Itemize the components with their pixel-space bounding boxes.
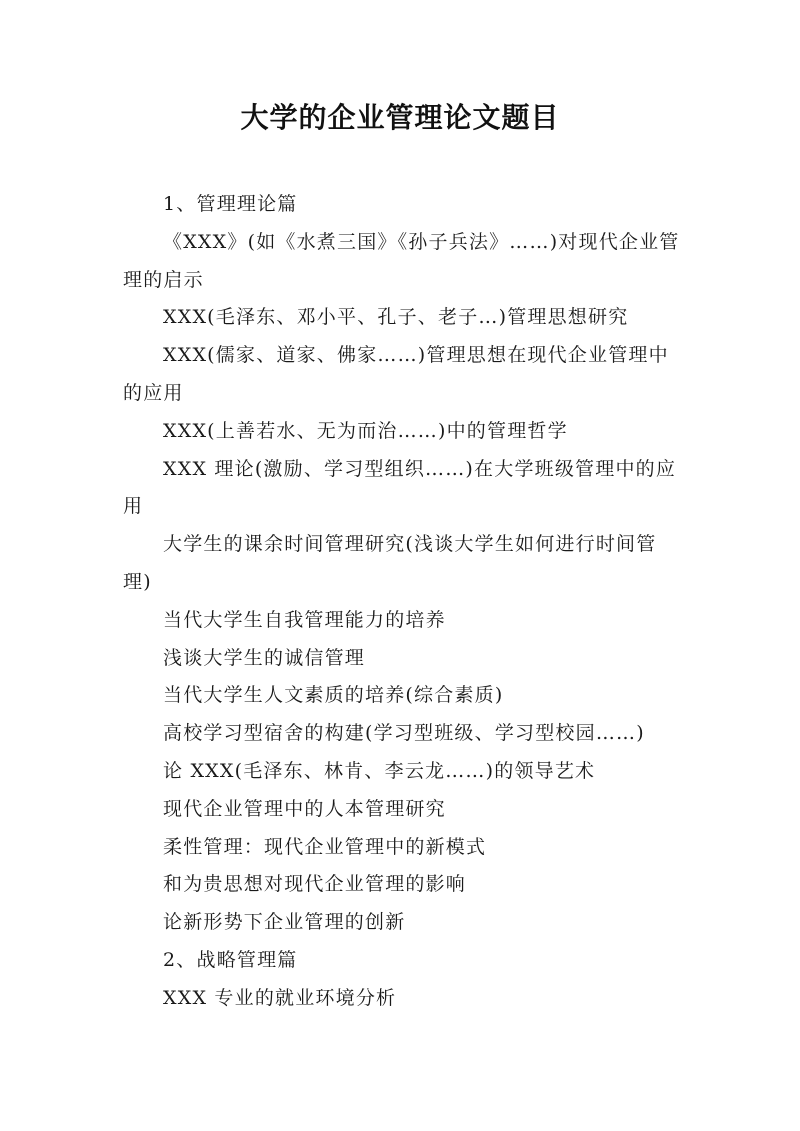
topic-paragraph: 当代大学生自我管理能力的培养 <box>163 608 446 631</box>
topic-paragraph: 现代企业管理中的人本管理研究 <box>163 797 446 820</box>
topic-paragraph: XXX(上善若水、无为而治……)中的管理哲学 <box>163 419 568 442</box>
topic-paragraph: 柔性管理：现代企业管理中的新模式 <box>163 835 487 858</box>
topic-paragraph: XXX(毛泽东、邓小平、孔子、老子…)管理思想研究 <box>163 306 629 329</box>
topic-paragraph: 论新形势下企业管理的创新 <box>163 911 406 934</box>
document-title: 大学的企业管理论文题目 <box>240 101 560 134</box>
topic-paragraph: 当代大学生人文素质的培养(综合素质) <box>163 684 504 707</box>
section-heading-strategic-management: 2、战略管理篇 <box>163 948 298 971</box>
topic-paragraph: 大学生的课余时间管理研究(浅谈大学生如何进行时间管理) <box>123 533 657 593</box>
topic-paragraph: 《XXX》(如《水煮三国》《孙子兵法》……)对现代企业管理的启示 <box>123 230 680 291</box>
topic-paragraph: 高校学习型宿舍的构建(学习型班级、学习型校园……) <box>163 722 645 745</box>
topic-paragraph: 浅谈大学生的诚信管理 <box>163 646 366 669</box>
topic-paragraph: 和为贵思想对现代企业管理的影响 <box>163 873 467 896</box>
section-heading-management-theory: 1、管理理论篇 <box>163 193 298 215</box>
topic-paragraph: 论 XXX(毛泽东、林肯、李云龙……)的领导艺术 <box>163 759 596 782</box>
topic-paragraph: XXX(儒家、道家、佛家……)管理思想在现代企业管理中的应用 <box>123 344 669 404</box>
topic-paragraph: XXX 理论(激励、学习型组织……)在大学班级管理中的应用 <box>123 457 677 518</box>
topic-paragraph: XXX 专业的就业环境分析 <box>163 986 397 1009</box>
document-body <box>123 186 683 1018</box>
